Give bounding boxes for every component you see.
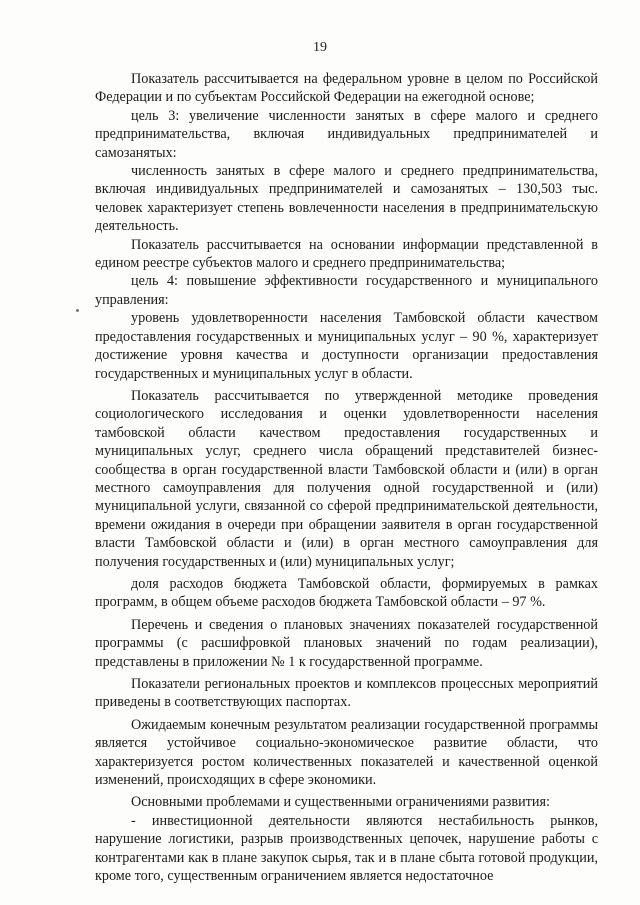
paragraph: Ожидаемым конечным результатом реализации государственной программы является устойчивое социально-экономическое развитие области, что характеризуется ростом количественных показателей и качественной оценкой изменений, происходящих в сфере экономики. [95,716,598,789]
margin-mark [76,309,79,312]
paragraph: Показатели региональных проектов и комплексов процессных мероприятий приведены в соответствующих паспортах. [95,676,598,711]
paragraph: цель 4: повышение эффективности государственного и муниципального управления: [95,273,598,308]
paragraph: Основными проблемами и существенными ограничениями развития: [131,794,550,811]
paragraph: численность занятых в сфере малого и среднего предпринимательства, включая индивидуальных предпринимателей и самозанятых – 130,503 тыс. человек характеризует степень вовлеченности населения в предпринимательскую деятельность. [95,163,598,235]
paragraph: Показатель рассчитывается по утвержденной методике проведения социологического исследования и оценки удовлетворенности населения тамбовской области качеством предоставления государственных и муниципальных услуг, среднего числа обращений представителей бизнес-сообщества в орган государственной власти Тамбовской области и (или) в орган местного самоуправления для получения одной государственной и (или) муниципальной услуги, связанной со сферой предпринимательской деятельности, времени ожидания в очереди при обращении заявителя в орган государственной власти Тамбовской области и (или) в орган местного самоуправления для получения государственных и (или) муниципальных услуг; [95,387,598,570]
paragraph: Показатель рассчитывается на федеральном уровне в целом по Российской Федерации и по субъектам Российской Федерации на ежегодной основе; [95,71,598,106]
paragraph: - инвестиционной деятельности являются нестабильность рынков, нарушение логистики, разрыв производственных цепочек, нарушение работы с контрагентами как в плане закупок сырья, так и в плане сбыта готовой продукции, кроме того, существенным ограничением является недостаточное [95,812,598,885]
paragraph: доля расходов бюджета Тамбовской области, формируемых в рамках программ, в общем объеме расходов бюджета Тамбовской области – 97 %. [95,575,598,611]
paragraph: цель 3: увеличение численности занятых в сфере малого и среднего предпринимательства, включая индивидуальных предпринимателей и самозанятых: [95,107,598,161]
paragraph: Перечень и сведения о плановых значениях показателей государственной программы (с расшифровкой плановых значений по годам реализации), представлены в приложении № 1 к государственной программе. [95,616,598,670]
paragraph: уровень удовлетворенности населения Тамбовской области качеством предоставления государственных и муниципальных услуг – 90 %, характеризует достижение уровня качества и доступности организации предоставления государственных и муниципальных услуг в области. [95,310,598,382]
body-text [95,70,598,885]
paragraph: Показатель рассчитывается на основании информации представленной в едином реестре субъектов малого и среднего предпринимательства; [95,236,598,272]
page-number: 19 [313,40,327,55]
